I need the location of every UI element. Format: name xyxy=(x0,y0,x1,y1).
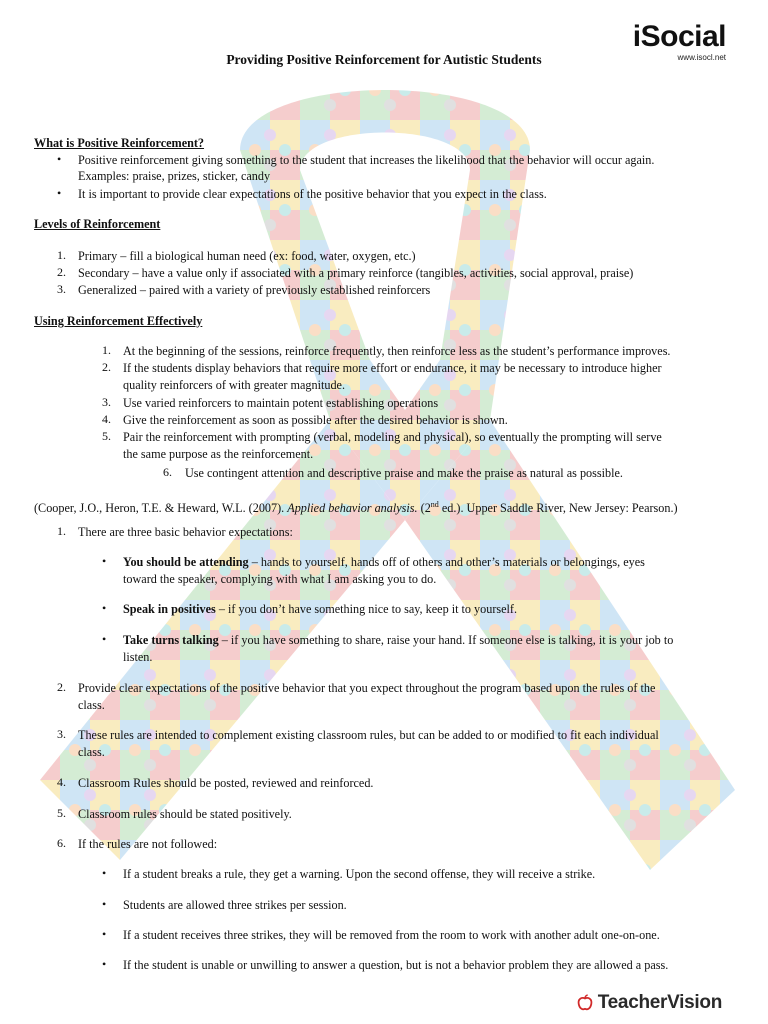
citation-edition: (2 xyxy=(417,501,431,516)
brand-url: www.isocl.net xyxy=(677,53,726,62)
bullet-icon: • xyxy=(102,957,107,971)
list-item: If the students display behaviors that require more effort or endurance, it may be necessary to introduce higher xyxy=(123,361,662,375)
expectation-text: – hands to yourself, hands off of others and other’s materials or belongings, eyes xyxy=(248,555,645,569)
list-item: Generalized – paired with a variety of previously established reinforcers xyxy=(78,283,431,297)
list-item: If a student receives three strikes, they will be removed from the room to work with another adult one-on-one. xyxy=(123,928,660,942)
list-item: If the rules are not followed: xyxy=(78,837,218,851)
list-item: class. xyxy=(78,698,105,712)
list-number: 6. xyxy=(57,836,66,850)
list-item: Examples: praise, prizes, sticker, candy xyxy=(78,169,271,183)
expectation-label: Speak in positives xyxy=(123,602,216,616)
list-item: Classroom Rules should be posted, reviewed and reinforced. xyxy=(78,776,374,790)
list-item: It is important to provide clear expectations of the positive behavior that you expect in the class. xyxy=(78,187,547,201)
expectation-label: You should be attending xyxy=(123,555,249,569)
expectation-attending xyxy=(123,554,645,571)
list-item: There are three basic behavior expectations: xyxy=(78,525,293,539)
list-number: 3. xyxy=(57,282,66,296)
citation xyxy=(34,496,678,517)
list-item: Students are allowed three strikes per session. xyxy=(123,898,347,912)
list-item: These rules are intended to complement existing classroom rules, but can be added to or modified to fit each individual xyxy=(78,728,659,742)
expectation-positives xyxy=(123,601,517,618)
expectation-text: – if you have something to share, raise your hand. If someone else is talking, it is your job to xyxy=(218,633,674,647)
list-item: Classroom rules should be stated positively. xyxy=(78,807,292,821)
list-item: Provide clear expectations of the positive behavior that you expect throughout the program based upon the rules of the xyxy=(78,681,656,695)
list-item: toward the speaker, complying with what I am asking you to do. xyxy=(123,572,437,586)
section-heading-levels: Levels of Reinforcement xyxy=(34,217,161,231)
expectation-turns xyxy=(123,632,673,649)
list-number: 5. xyxy=(102,429,111,443)
section-heading-using-reinforcement: Using Reinforcement Effectively xyxy=(34,314,203,328)
list-number: 2. xyxy=(57,680,66,694)
list-item: Use contingent attention and descriptive praise and make the praise as natural as possible. xyxy=(185,466,623,480)
bullet-icon: • xyxy=(102,601,107,615)
citation-authors: (Cooper, J.O., Heron, T.E. & Heward, W.L. (2007). xyxy=(34,501,288,516)
list-number: 4. xyxy=(57,775,66,789)
section-heading-positive-reinforcement: What is Positive Reinforcement? xyxy=(34,136,205,150)
list-number: 1. xyxy=(57,524,66,538)
brand-name: iSocial xyxy=(632,20,726,53)
expectation-text: – if you don’t have something nice to say, keep it to yourself. xyxy=(215,602,518,616)
list-item: Positive reinforcement giving something to the student that increases the likelihood that the behavior will occur again. xyxy=(78,153,655,167)
list-number: 5. xyxy=(57,806,66,820)
page-title: Providing Positive Reinforcement for Autistic Students xyxy=(226,52,542,67)
list-item: Give the reinforcement as soon as possible after the desired behavior is shown. xyxy=(123,413,508,427)
list-number: 3. xyxy=(102,395,111,409)
citation-book-title: Applied behavior analysis. xyxy=(287,501,418,516)
list-item: If the student is unable or unwilling to answer a question, but is not a behavior problem they are allowed a pass. xyxy=(123,958,669,972)
list-number: 3. xyxy=(57,727,66,741)
list-number: 1. xyxy=(57,248,66,262)
bullet-icon: • xyxy=(102,554,107,568)
list-item: listen. xyxy=(123,650,153,664)
bullet-icon: • xyxy=(102,866,107,880)
list-item: Secondary – have a value only if associated with a primary reinforce (tangibles, activities, social approval, praise) xyxy=(78,266,634,280)
list-item: Primary – fill a biological human need (ex: food, water, oxygen, etc.) xyxy=(78,249,416,263)
bullet-icon: • xyxy=(57,186,62,200)
bullet-icon: • xyxy=(102,897,107,911)
list-item: quality reinforcers of with greater magnitude. xyxy=(123,378,345,392)
citation-edition-sup: nd xyxy=(430,500,439,509)
list-number: 4. xyxy=(102,412,111,426)
list-number: 1. xyxy=(102,343,111,357)
expectation-label: Take turns talking xyxy=(123,633,219,647)
footer-brand: TeacherVision xyxy=(597,992,722,1013)
bullet-icon: • xyxy=(102,927,107,941)
list-item: class. xyxy=(78,745,105,759)
bullet-icon: • xyxy=(102,632,107,646)
apple-icon xyxy=(576,994,594,1012)
list-item: At the beginning of the sessions, reinforce frequently, then reinforce less as the student’s performance improves. xyxy=(123,344,671,358)
list-number: 6. xyxy=(163,465,172,479)
teachervision-logo xyxy=(576,992,722,1014)
bullet-icon: • xyxy=(57,152,62,166)
list-item: If a student breaks a rule, they get a warning. Upon the second offense, they will receive a strike. xyxy=(123,867,596,881)
list-number: 2. xyxy=(102,360,111,374)
list-item: Pair the reinforcement with prompting (verbal, modeling and physical), so eventually the prompting will serve xyxy=(123,430,662,444)
list-item: Use varied reinforcers to maintain potent establishing operations xyxy=(123,396,439,410)
citation-publisher: ed.). Upper Saddle River, New Jersey: Pearson.) xyxy=(438,501,678,516)
list-item: the same purpose as the reinforcement. xyxy=(123,447,314,461)
list-number: 2. xyxy=(57,265,66,279)
